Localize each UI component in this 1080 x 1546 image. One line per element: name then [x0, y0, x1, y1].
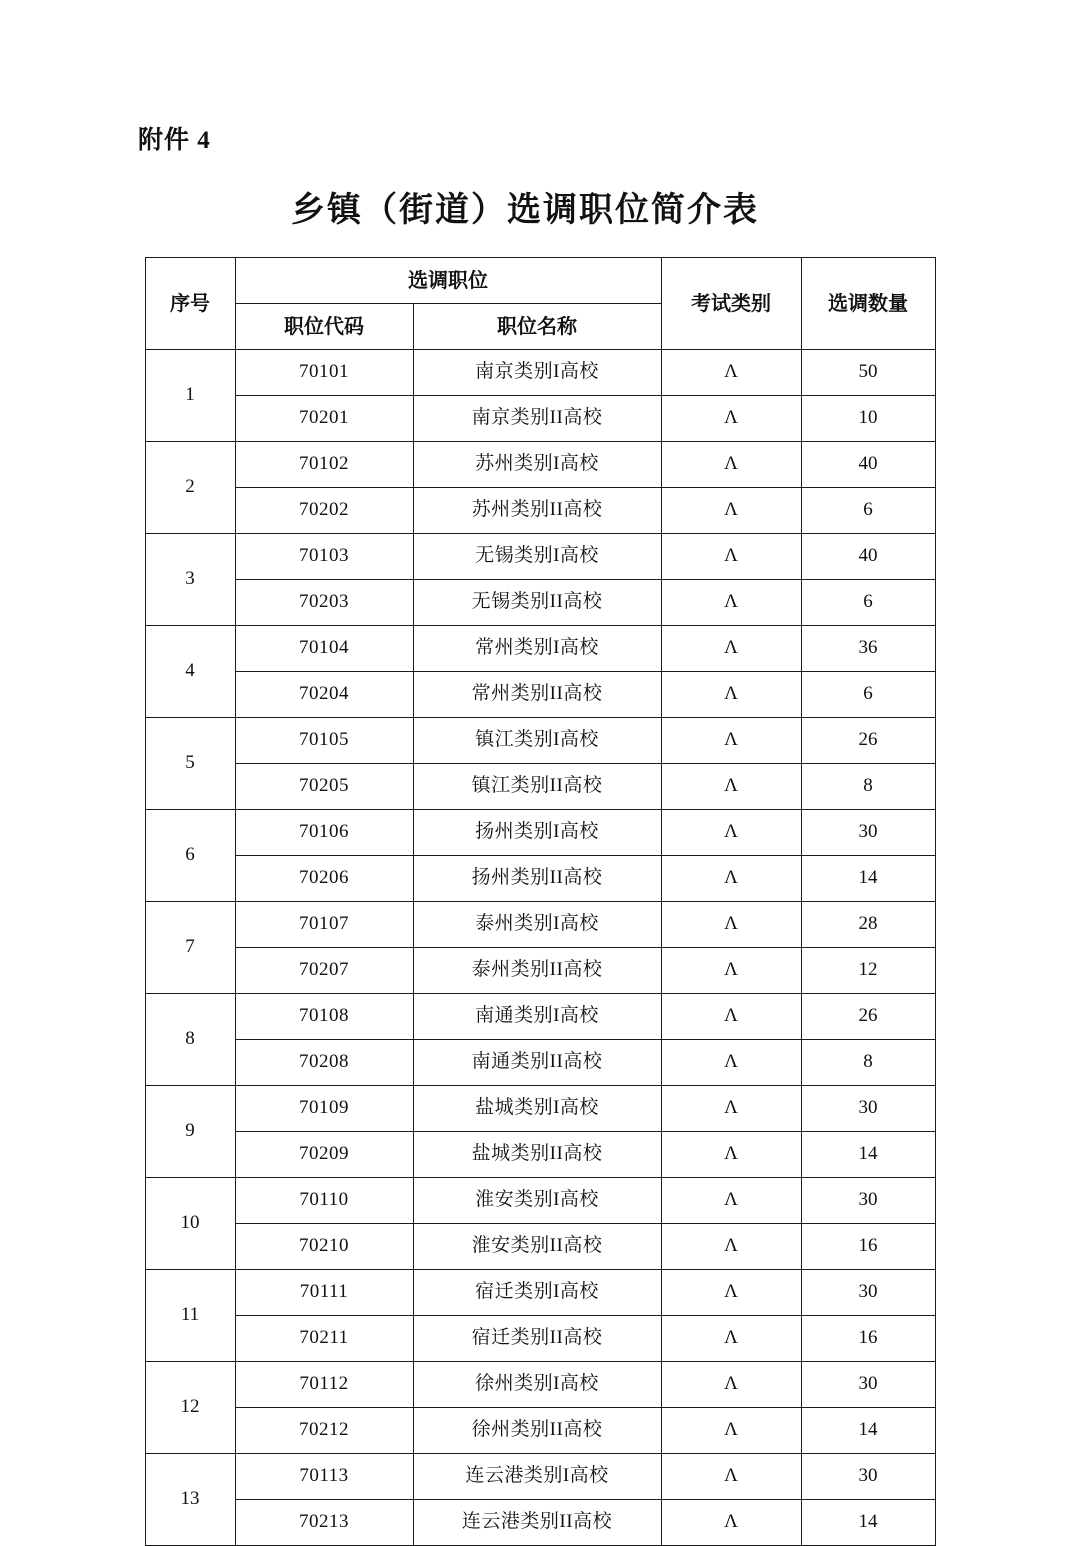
cell-position-name: 镇江类别II高校 — [413, 764, 661, 810]
cell-position-name: 南京类别II高校 — [413, 396, 661, 442]
table-row — [145, 948, 935, 994]
position-table — [145, 257, 936, 1546]
cell-selection-count: 6 — [801, 580, 935, 626]
header-count: 选调数量 — [801, 258, 935, 350]
cell-position-name: 徐州类别I高校 — [413, 1362, 661, 1408]
cell-position-name: 扬州类别II高校 — [413, 856, 661, 902]
table-row — [145, 1270, 935, 1316]
table-row — [145, 626, 935, 672]
cell-position-code: 70113 — [235, 1454, 413, 1500]
cell-position-code: 70212 — [235, 1408, 413, 1454]
cell-position-code: 70106 — [235, 810, 413, 856]
cell-selection-count: 16 — [801, 1316, 935, 1362]
cell-selection-count: 6 — [801, 488, 935, 534]
cell-position-code: 70109 — [235, 1086, 413, 1132]
cell-position-name: 泰州类别II高校 — [413, 948, 661, 994]
table-row — [145, 902, 935, 948]
attachment-label: 附件 4 — [138, 127, 211, 154]
cell-selection-count: 14 — [801, 856, 935, 902]
cell-position-name: 连云港类别II高校 — [413, 1500, 661, 1546]
cell-exam-type: Λ — [661, 1224, 801, 1270]
cell-position-code: 70211 — [235, 1316, 413, 1362]
cell-sequence-number: 3 — [145, 534, 235, 626]
cell-position-name: 苏州类别II高校 — [413, 488, 661, 534]
table-row — [145, 580, 935, 626]
cell-sequence-number: 9 — [145, 1086, 235, 1178]
cell-position-code: 70201 — [235, 396, 413, 442]
table-row — [145, 534, 935, 580]
cell-sequence-number: 11 — [145, 1270, 235, 1362]
cell-position-name: 常州类别I高校 — [413, 626, 661, 672]
cell-position-code: 70102 — [235, 442, 413, 488]
cell-sequence-number: 13 — [145, 1454, 235, 1546]
header-name: 职位名称 — [413, 304, 661, 350]
cell-position-code: 70208 — [235, 1040, 413, 1086]
cell-exam-type: Λ — [661, 1040, 801, 1086]
cell-position-code: 70213 — [235, 1500, 413, 1546]
cell-exam-type: Λ — [661, 718, 801, 764]
cell-exam-type: Λ — [661, 626, 801, 672]
cell-selection-count: 30 — [801, 1362, 935, 1408]
table-row — [145, 1040, 935, 1086]
cell-position-name: 淮安类别I高校 — [413, 1178, 661, 1224]
cell-exam-type: Λ — [661, 1500, 801, 1546]
cell-exam-type: Λ — [661, 764, 801, 810]
cell-selection-count: 12 — [801, 948, 935, 994]
cell-exam-type: Λ — [661, 1408, 801, 1454]
cell-exam-type: Λ — [661, 1086, 801, 1132]
header-exam-type: 考试类别 — [661, 258, 801, 350]
table-row — [145, 718, 935, 764]
cell-selection-count: 14 — [801, 1408, 935, 1454]
cell-selection-count: 30 — [801, 1086, 935, 1132]
table-row — [145, 1086, 935, 1132]
header-group-position: 选调职位 — [235, 258, 661, 304]
cell-sequence-number: 5 — [145, 718, 235, 810]
cell-position-name: 南通类别I高校 — [413, 994, 661, 1040]
cell-sequence-number: 10 — [145, 1178, 235, 1270]
cell-selection-count: 26 — [801, 718, 935, 764]
cell-selection-count: 8 — [801, 1040, 935, 1086]
cell-exam-type: Λ — [661, 1178, 801, 1224]
cell-position-name: 宿迁类别I高校 — [413, 1270, 661, 1316]
cell-exam-type: Λ — [661, 1270, 801, 1316]
cell-position-code: 70207 — [235, 948, 413, 994]
cell-selection-count: 40 — [801, 534, 935, 580]
cell-selection-count: 50 — [801, 350, 935, 396]
cell-selection-count: 8 — [801, 764, 935, 810]
cell-position-code: 70203 — [235, 580, 413, 626]
table-row — [145, 764, 935, 810]
table-row — [145, 442, 935, 488]
table-row — [145, 856, 935, 902]
cell-exam-type: Λ — [661, 1316, 801, 1362]
table-row — [145, 672, 935, 718]
cell-selection-count: 16 — [801, 1224, 935, 1270]
cell-sequence-number: 7 — [145, 902, 235, 994]
cell-position-code: 70112 — [235, 1362, 413, 1408]
cell-exam-type: Λ — [661, 442, 801, 488]
cell-position-code: 70103 — [235, 534, 413, 580]
cell-position-name: 镇江类别I高校 — [413, 718, 661, 764]
cell-position-name: 泰州类别I高校 — [413, 902, 661, 948]
cell-position-code: 70107 — [235, 902, 413, 948]
table-row — [145, 350, 935, 396]
cell-position-name: 常州类别II高校 — [413, 672, 661, 718]
table-row — [145, 994, 935, 1040]
cell-position-code: 70204 — [235, 672, 413, 718]
cell-position-name: 扬州类别I高校 — [413, 810, 661, 856]
cell-exam-type: Λ — [661, 1362, 801, 1408]
cell-position-code: 70111 — [235, 1270, 413, 1316]
cell-position-name: 无锡类别II高校 — [413, 580, 661, 626]
cell-position-name: 苏州类别I高校 — [413, 442, 661, 488]
cell-exam-type: Λ — [661, 672, 801, 718]
cell-sequence-number: 1 — [145, 350, 235, 442]
table-row — [145, 1500, 935, 1546]
cell-exam-type: Λ — [661, 1132, 801, 1178]
cell-position-code: 70105 — [235, 718, 413, 764]
header-seq: 序号 — [145, 258, 235, 350]
cell-exam-type: Λ — [661, 534, 801, 580]
table-body — [145, 350, 935, 1546]
cell-position-code: 70205 — [235, 764, 413, 810]
cell-selection-count: 30 — [801, 1270, 935, 1316]
cell-selection-count: 26 — [801, 994, 935, 1040]
cell-selection-count: 30 — [801, 1454, 935, 1500]
cell-selection-count: 36 — [801, 626, 935, 672]
table-row — [145, 1454, 935, 1500]
page-title: 乡镇（街道）选调职位简介表 — [291, 192, 759, 229]
table-row — [145, 810, 935, 856]
cell-sequence-number: 4 — [145, 626, 235, 718]
cell-position-name: 南通类别II高校 — [413, 1040, 661, 1086]
cell-selection-count: 28 — [801, 902, 935, 948]
cell-selection-count: 10 — [801, 396, 935, 442]
table-row — [145, 1408, 935, 1454]
cell-selection-count: 40 — [801, 442, 935, 488]
cell-position-code: 70206 — [235, 856, 413, 902]
cell-exam-type: Λ — [661, 948, 801, 994]
cell-exam-type: Λ — [661, 810, 801, 856]
table-row — [145, 1178, 935, 1224]
cell-position-name: 盐城类别II高校 — [413, 1132, 661, 1178]
cell-selection-count: 30 — [801, 810, 935, 856]
cell-exam-type: Λ — [661, 1454, 801, 1500]
table-row — [145, 1132, 935, 1178]
table-row — [145, 488, 935, 534]
cell-position-code: 70209 — [235, 1132, 413, 1178]
cell-sequence-number: 8 — [145, 994, 235, 1086]
table-row — [145, 396, 935, 442]
cell-exam-type: Λ — [661, 396, 801, 442]
cell-sequence-number: 6 — [145, 810, 235, 902]
cell-position-code: 70108 — [235, 994, 413, 1040]
cell-position-name: 无锡类别I高校 — [413, 534, 661, 580]
cell-sequence-number: 12 — [145, 1362, 235, 1454]
cell-position-code: 70202 — [235, 488, 413, 534]
cell-position-code: 70104 — [235, 626, 413, 672]
table-row — [145, 1224, 935, 1270]
cell-position-code: 70210 — [235, 1224, 413, 1270]
table-row — [145, 1316, 935, 1362]
cell-position-name: 盐城类别I高校 — [413, 1086, 661, 1132]
cell-exam-type: Λ — [661, 994, 801, 1040]
header-code: 职位代码 — [235, 304, 413, 350]
cell-sequence-number: 2 — [145, 442, 235, 534]
cell-selection-count: 14 — [801, 1500, 935, 1546]
cell-position-name: 淮安类别II高校 — [413, 1224, 661, 1270]
cell-position-code: 70101 — [235, 350, 413, 396]
cell-position-name: 南京类别I高校 — [413, 350, 661, 396]
cell-exam-type: Λ — [661, 580, 801, 626]
table-row — [145, 1362, 935, 1408]
cell-position-name: 连云港类别I高校 — [413, 1454, 661, 1500]
cell-exam-type: Λ — [661, 350, 801, 396]
cell-position-name: 徐州类别II高校 — [413, 1408, 661, 1454]
cell-exam-type: Λ — [661, 856, 801, 902]
cell-selection-count: 30 — [801, 1178, 935, 1224]
table-header — [145, 258, 935, 350]
cell-exam-type: Λ — [661, 488, 801, 534]
cell-selection-count: 14 — [801, 1132, 935, 1178]
cell-selection-count: 6 — [801, 672, 935, 718]
cell-exam-type: Λ — [661, 902, 801, 948]
cell-position-name: 宿迁类别II高校 — [413, 1316, 661, 1362]
cell-position-code: 70110 — [235, 1178, 413, 1224]
